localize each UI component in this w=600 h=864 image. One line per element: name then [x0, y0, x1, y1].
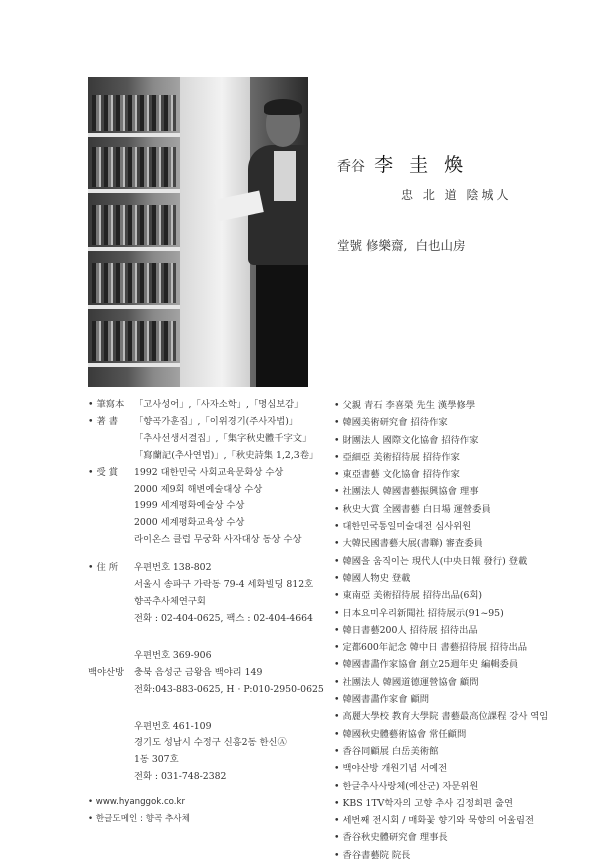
career-item: • 東南亞 美術招待展 招待出品(6회)	[334, 590, 483, 602]
origin: 忠 北 道 陰城人	[401, 188, 512, 202]
section-line: 1동 307호	[134, 754, 179, 766]
section-line: 충북 음성군 금왕읍 백야리 149	[134, 666, 263, 678]
section-label: 백야산방	[88, 666, 124, 678]
section-label: • 住 所	[88, 562, 118, 574]
photo-person-shirt	[274, 151, 296, 201]
career-item: • 社團法人 韓國道德運營協會 顧問	[334, 676, 479, 688]
full-name: 李 圭 煥	[374, 154, 469, 176]
section-baekyasan	[88, 648, 333, 699]
section-jeoseo	[88, 414, 333, 465]
section-label: • 筆寫本	[88, 399, 125, 410]
career-item: • 定都600年記念 韓中日 書藝招待展 招待出品	[334, 642, 528, 654]
section-line: 서울시 송파구 가락동 79-4 세화빌딩 812호	[134, 579, 314, 591]
section-line: 경기도 성남시 수정구 신흥2동 한신Ⓐ	[134, 737, 287, 749]
portrait-photo	[88, 77, 308, 387]
left-column	[88, 397, 333, 828]
photo-books	[92, 263, 176, 303]
pen-name: 堂號 修樂齋,	[337, 238, 408, 253]
photo-person-legs	[256, 263, 308, 387]
section-line: 「寫蘭記(추사연법)」,「秋史詩集 1,2,3卷」	[134, 449, 319, 461]
section-line: 「고사성어」,「사자소학」,「명심보감」	[134, 399, 304, 410]
section-line: 라이온스 클럽 무궁화 사자대상 동상 수상	[134, 534, 302, 546]
career-item: • 香谷書藝院 院長	[334, 849, 411, 861]
art-name: 香谷	[337, 159, 365, 175]
section-label: • 受 賞	[88, 466, 118, 478]
career-item: • 대한민국통일미술대전 심사위원	[334, 521, 472, 533]
section-line: 향곡추사체연구회	[134, 595, 206, 607]
section-line: 우편번호 461-109	[134, 720, 212, 732]
career-item: • 香谷秋史體研究會 理事長	[334, 832, 448, 844]
career-item: • 韓日書藝200人 招待展 招待出品	[334, 624, 478, 636]
website-link[interactable]: • www.hyanggok.co.kr	[88, 797, 186, 808]
photo-books	[92, 321, 176, 361]
section-line: 우편번호 369-906	[134, 649, 212, 661]
pen-names	[337, 236, 465, 254]
section-line: 전화 : 02-404-0625, 팩스 : 02-404-4664	[134, 612, 313, 624]
career-item: • 大韓民國書藝大展(書聯) 審査委員	[334, 538, 483, 550]
photo-door	[180, 77, 250, 387]
section-line: 2000 제9회 해변예술대상 수상	[134, 483, 263, 495]
career-item: • 東亞書藝 文化協會 招待作家	[334, 469, 460, 481]
career-item: • 세번째 전시회 / 매화꽃 향기와 묵향의 어울림전	[334, 815, 534, 827]
career-item: • 韓國書畵作家協會 創立25週年史 編輯委員	[334, 659, 519, 671]
career-item: • 父親 青石 李喜榮 先生 漢學修學	[334, 400, 476, 411]
section-line: 1992 대한민국 사회교육문화상 수상	[134, 466, 284, 478]
photo-books	[92, 147, 176, 187]
photo-shelf	[88, 363, 180, 367]
photo-shelf	[88, 133, 180, 137]
career-item: • 韓國을 움직이는 現代人(中央日報 發行) 登載	[334, 555, 528, 567]
career-item: • 社團法人 韓國書藝振興協會 理事	[334, 486, 479, 498]
career-item: • 韓國秋史體藝術協會 常任顧問	[334, 728, 467, 740]
career-item: • 財團法人 國際文化協會 招待作家	[334, 434, 479, 446]
section-line: 「향곡가훈집」,「이위경기(주사자법)」	[134, 415, 299, 427]
career-item: • KBS 1TV학자의 고향 추사 김정희편 출연	[334, 797, 513, 809]
pen-name: 白也山房	[415, 238, 466, 253]
photo-books	[92, 95, 176, 131]
section-label: • 著 書	[88, 415, 118, 427]
name-line	[337, 150, 468, 177]
section-pilsabon	[88, 397, 333, 414]
section-susang	[88, 465, 333, 550]
section-line: 전화:043-883-0625, H · P:010-2950-0625	[134, 683, 324, 695]
career-item: • 日本요미우리新聞社 招待展示(91~95)	[334, 607, 504, 619]
career-item: • 亞細亞 美術招待展 招待作家	[334, 451, 460, 463]
photo-books	[92, 205, 176, 245]
career-item: • 한글추사사랑체(예산군) 자문위원	[334, 780, 479, 792]
section-line: 우편번호 138-802	[134, 562, 212, 574]
section-juso	[88, 560, 333, 628]
career-item: • 韓國人物史 登載	[334, 572, 411, 584]
section-line: 2000 세계평화교육상 수상	[134, 517, 245, 529]
section-line: 「추사선생서결집」,「集字秋史體千字文」	[134, 432, 312, 444]
photo-shelf	[88, 305, 180, 309]
footer-links	[88, 794, 333, 828]
career-item: • 韓國書畵作家會 顧問	[334, 694, 430, 706]
right-column	[334, 397, 596, 864]
photo-shelf	[88, 247, 180, 251]
section-line: 1999 세계평화예술상 수상	[134, 500, 245, 512]
career-item: • 高麗大學校 教育大學院 書藝最高位課程 강사 역임	[334, 711, 549, 723]
career-item: • 香谷同顧展 白岳美術館	[334, 745, 439, 757]
section-line: 전화 : 031-748-2382	[134, 771, 227, 783]
career-item: • 백야산방 개원기념 서예전	[334, 763, 448, 775]
section-seongnam	[88, 719, 333, 787]
domain-text: • 한글도메인 : 향곡 추사체	[88, 814, 190, 825]
career-item: • 秋史大賞 全國書藝 白日場 運營委員	[334, 503, 491, 515]
photo-shelf	[88, 189, 180, 193]
career-item: • 韓國美術研究會 招待作家	[334, 417, 448, 429]
photo-person-hair	[264, 99, 302, 115]
